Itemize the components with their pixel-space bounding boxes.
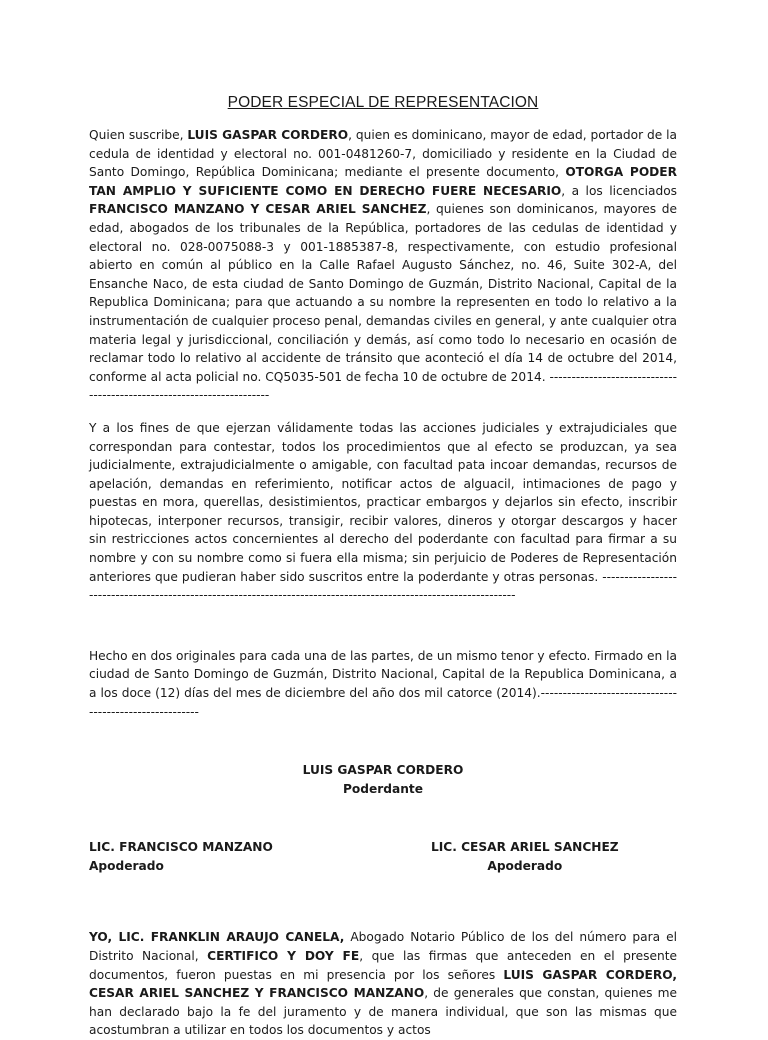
- text-run: Hecho en dos originales para cada una de las partes, de un mismo tenor y efecto. Firmado en la ciudad de Santo Domingo de Guzmán, Distrito Nacional, Capital de la Republica Dominicana, a a los doce (12) días del mes de diciembre del año dos mil catorce (2014).--------------------------------------------------------: [89, 648, 677, 719]
- paragraph-execution-date: [89, 647, 677, 721]
- paragraph-powers-scope: [89, 419, 677, 605]
- text-run: , quienes son dominicanos, mayores de edad, abogados de los tribunales de la República, portadores de las cedulas de identidad y electoral no. 028-0075088-3 y 001-1885387-8, respectivamente, con estudio profesional abierto en común al público en la Calle Rafael Augusto Sánchez, no. 46, Suite 302-A, del Ensanche Naco, de esta ciudad de Santo Domingo de Guzmán, Distrito Nacional, Capital de la Republica Dominicana; para que actuando a su nombre la representen en todo lo relativo a la instrumentación de cualquier proceso penal, demandas civiles en general, y ante cualquier otra materia legal y jurisdiccional, conciliación y demás, así como todo lo necesario en ocasión de reclamar todo lo relativo al accidente de tránsito que aconteció el día 14 de octubre del 2014, conforme al acta policial no. CQ5035-501 de fecha 10 de octubre de 2014. ----------------------------------------------------------------------: [89, 202, 677, 403]
- bold-text-run: LUIS GASPAR CORDERO, CESAR ARIEL SANCHEZ Y FRANCISCO MANZANO: [89, 967, 677, 1001]
- text-run: Abogado Notario Público de los del número para el Distrito Nacional,: [89, 930, 677, 963]
- bold-text-run: YO, LIC. FRANKLIN ARAUJO CANELA,: [89, 930, 345, 945]
- attorney-2-signature-block: [431, 838, 619, 875]
- grantor-signature-block: [89, 761, 677, 798]
- text-run: , quien es dominicano, mayor de edad, portador de la cedula de identidad y electoral no. 001-0481260-7, domiciliado y residente en la Ciudad de Santo Domingo, República Dominicana; mediante el presente documento,: [89, 128, 677, 180]
- text-run: , que las firmas que anteceden en el presente documentos, fueron puestas en mi presencia por los señores: [89, 949, 677, 982]
- attorney-1-role: Apoderado: [89, 859, 164, 873]
- text-run: , a los licenciados: [561, 183, 677, 198]
- grantor-role: Poderdante: [342, 781, 424, 796]
- bold-text-run: OTORGA PODER TAN AMPLIO Y SUFICIENTE COMO EN DERECHO FUERE NECESARIO: [89, 165, 678, 198]
- attorneys-signature-row: [89, 838, 677, 876]
- text-run: Y a los fines de que ejerzan válidamente todas las acciones judiciales y extrajudiciales que correspondan para contestar, todos los procedimientos que al efecto se produzcan, ya sea judicialmente, extrajudicialmente o amigable, con facultad pata incoar demandas, recursos de apelación, demandas en referimiento, notificar actos de alguacil, intimaciones de pago y puestas en mora, querellas, desistimientos, practicar embargos y dejarlos sin efecto, inscribir hipotecas, interponer recursos, transigir, recibir valores, dineros y otorgar descargos y hacer sin restricciones actos concernientes al derecho del poderdante con facultad para firmar a su nombre y con su nombre como si fuera ella misma; sin perjuicio de Poderes de Representación anteriores que pudieran haber sido suscritos entre la poderdante y otras personas. ------------------------------------------------------------------------------------------------------------------: [89, 420, 677, 603]
- paragraph-notary-certification: [89, 928, 677, 1040]
- attorney-2-name: LIC. CESAR ARIEL SANCHEZ: [431, 840, 619, 855]
- bold-text-run: LUIS GASPAR CORDERO: [187, 128, 349, 142]
- bold-text-run: CERTIFICO Y DOY FE: [207, 949, 360, 963]
- text-run: , de generales que constan, quienes me han declarado bajo la fe del juramento y de manera individual, que son las mismas que acostumbran a utilizar en todos los documentos y actos: [89, 986, 677, 1038]
- document-page: [89, 94, 677, 1040]
- attorney-1-name: LIC. FRANCISCO MANZANO: [89, 840, 273, 855]
- grantor-name: LUIS GASPAR CORDERO: [302, 763, 464, 778]
- document-title: PODER ESPECIAL DE REPRESENTACION: [227, 94, 539, 111]
- attorney-1-signature-block: [89, 838, 273, 875]
- attorney-2-role: Apoderado: [487, 859, 563, 873]
- text-run: Quien suscribe,: [89, 128, 188, 142]
- bold-text-run: FRANCISCO MANZANO Y CESAR ARIEL SANCHEZ: [89, 202, 427, 217]
- paragraph-grant-of-power: [89, 126, 677, 405]
